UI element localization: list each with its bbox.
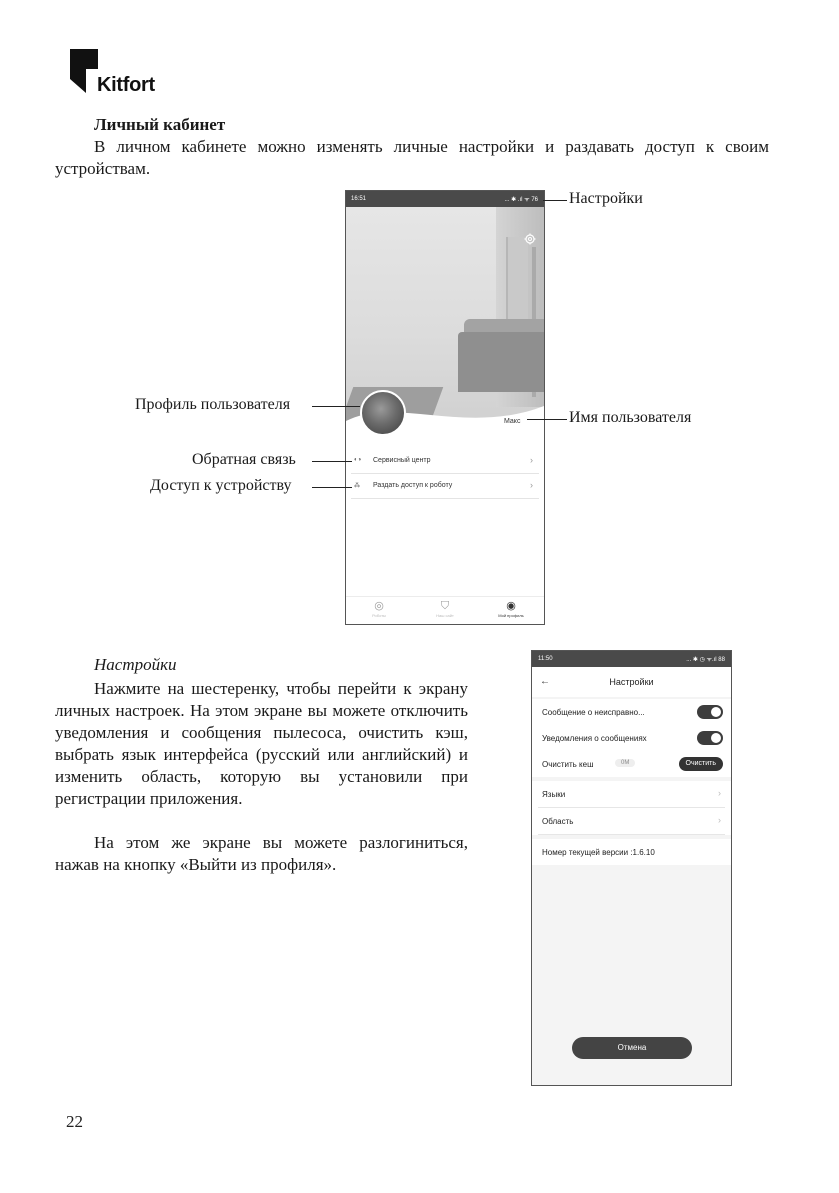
kitfort-logo-text: Kitfort	[97, 74, 155, 96]
nav-item-website[interactable]	[420, 599, 470, 618]
cart-icon: ⛉	[440, 600, 450, 612]
clear-cache-label: Очистить кеш	[542, 760, 594, 769]
status-icons: ... ✱ .ıl ᯤ 76	[504, 197, 538, 203]
profile-screen-screenshot	[345, 190, 545, 625]
languages-label: Языки	[542, 790, 566, 799]
kitfort-logo-mark	[68, 47, 100, 95]
callout-settings: Настройки	[569, 190, 643, 207]
notifications-toggle[interactable]	[697, 731, 723, 745]
chevron-right-icon: ›	[718, 788, 721, 798]
callout-username: Имя пользователя	[569, 409, 692, 426]
settings-title: Настройки	[609, 677, 654, 687]
region-label: Область	[542, 817, 574, 826]
username-label: Макс	[504, 418, 521, 425]
settings-paragraph-1: Нажмите на шестеренку, чтобы перейти к экрану личных настроек. На этом экране вы можете отключить уведомления и сообщения пылесоса, очистить кэш, выбрать язык интерфейса (русский или английский) и изменить область, которую вы установили при регистрации приложения.	[55, 679, 468, 808]
region-row[interactable]	[538, 808, 725, 835]
fault-message-row	[532, 699, 731, 725]
callout-line-settings	[543, 200, 567, 201]
bottom-nav	[346, 596, 544, 625]
menu-item-label: Сервисный центр	[373, 457, 431, 464]
status-time: 16:51	[351, 196, 367, 202]
callout-line-username	[527, 419, 567, 420]
settings-toggles	[532, 699, 731, 777]
nav-item-robots[interactable]	[354, 599, 404, 618]
nav-item-label: Мой профиль	[498, 613, 524, 618]
back-arrow-icon[interactable]: ←	[540, 676, 550, 687]
headset-icon: ◐◑	[354, 457, 362, 463]
callout-feedback: Обратная связь	[192, 451, 296, 468]
cancel-button[interactable]: Отмена	[572, 1037, 692, 1059]
notifications-row	[532, 725, 731, 751]
notifications-label: Уведомления о сообщениях	[542, 734, 647, 743]
settings-heading: Настройки	[94, 655, 177, 674]
section-heading: Личный кабинет	[94, 115, 226, 134]
status-time: 11:50	[538, 656, 553, 662]
status-bar	[532, 651, 731, 667]
clear-cache-row	[532, 751, 731, 777]
chevron-right-icon: ›	[530, 455, 533, 465]
version-row	[532, 839, 731, 865]
callout-access: Доступ к устройству	[150, 477, 292, 494]
settings-screen-screenshot	[531, 650, 732, 1086]
chevron-right-icon: ›	[718, 815, 721, 825]
fault-message-label: Сообщение о неисправно...	[542, 708, 645, 717]
profile-menu	[351, 449, 539, 499]
callout-line-profile	[312, 406, 360, 407]
menu-item-share-access[interactable]	[351, 474, 539, 499]
nav-item-my-profile[interactable]	[486, 599, 536, 618]
nav-item-label: Роботы	[372, 613, 386, 618]
intro-paragraph: В личном кабинете можно изменять личные настройки и раздавать доступ к своим устройствам.	[55, 137, 769, 178]
menu-item-label: Раздать доступ к роботу	[373, 482, 453, 489]
menu-item-service-center[interactable]	[351, 449, 539, 474]
callout-line-access	[312, 487, 352, 488]
version-label: Номер текущей версии :1.6.10	[542, 848, 655, 857]
gear-icon[interactable]	[524, 233, 536, 245]
languages-row[interactable]	[538, 781, 725, 808]
settings-header	[532, 667, 731, 697]
settings-options	[532, 781, 731, 835]
profile-icon: ◉	[506, 600, 516, 612]
status-bar	[346, 191, 544, 207]
callout-profile: Профиль пользователя	[135, 396, 291, 413]
nav-item-label: Наш сайт	[436, 613, 454, 618]
page-number: 22	[66, 1112, 83, 1131]
chevron-right-icon: ›	[530, 480, 533, 490]
robot-icon: ◎	[374, 600, 384, 612]
cache-size-badge: 0M	[615, 759, 635, 767]
avatar[interactable]	[360, 390, 406, 436]
status-icons: ... ✱ ◷ ᯤ.ıl 88	[686, 657, 725, 663]
share-icon: ⁂	[354, 483, 360, 489]
settings-paragraph-2: На этом же экране вы можете разлогиниться, нажав на кнопку «Выйти из профиля».	[55, 833, 468, 874]
version-block	[532, 839, 731, 865]
callout-line-feedback	[312, 461, 352, 462]
fault-message-toggle[interactable]	[697, 705, 723, 719]
clear-cache-button[interactable]: Очистить	[679, 757, 723, 771]
